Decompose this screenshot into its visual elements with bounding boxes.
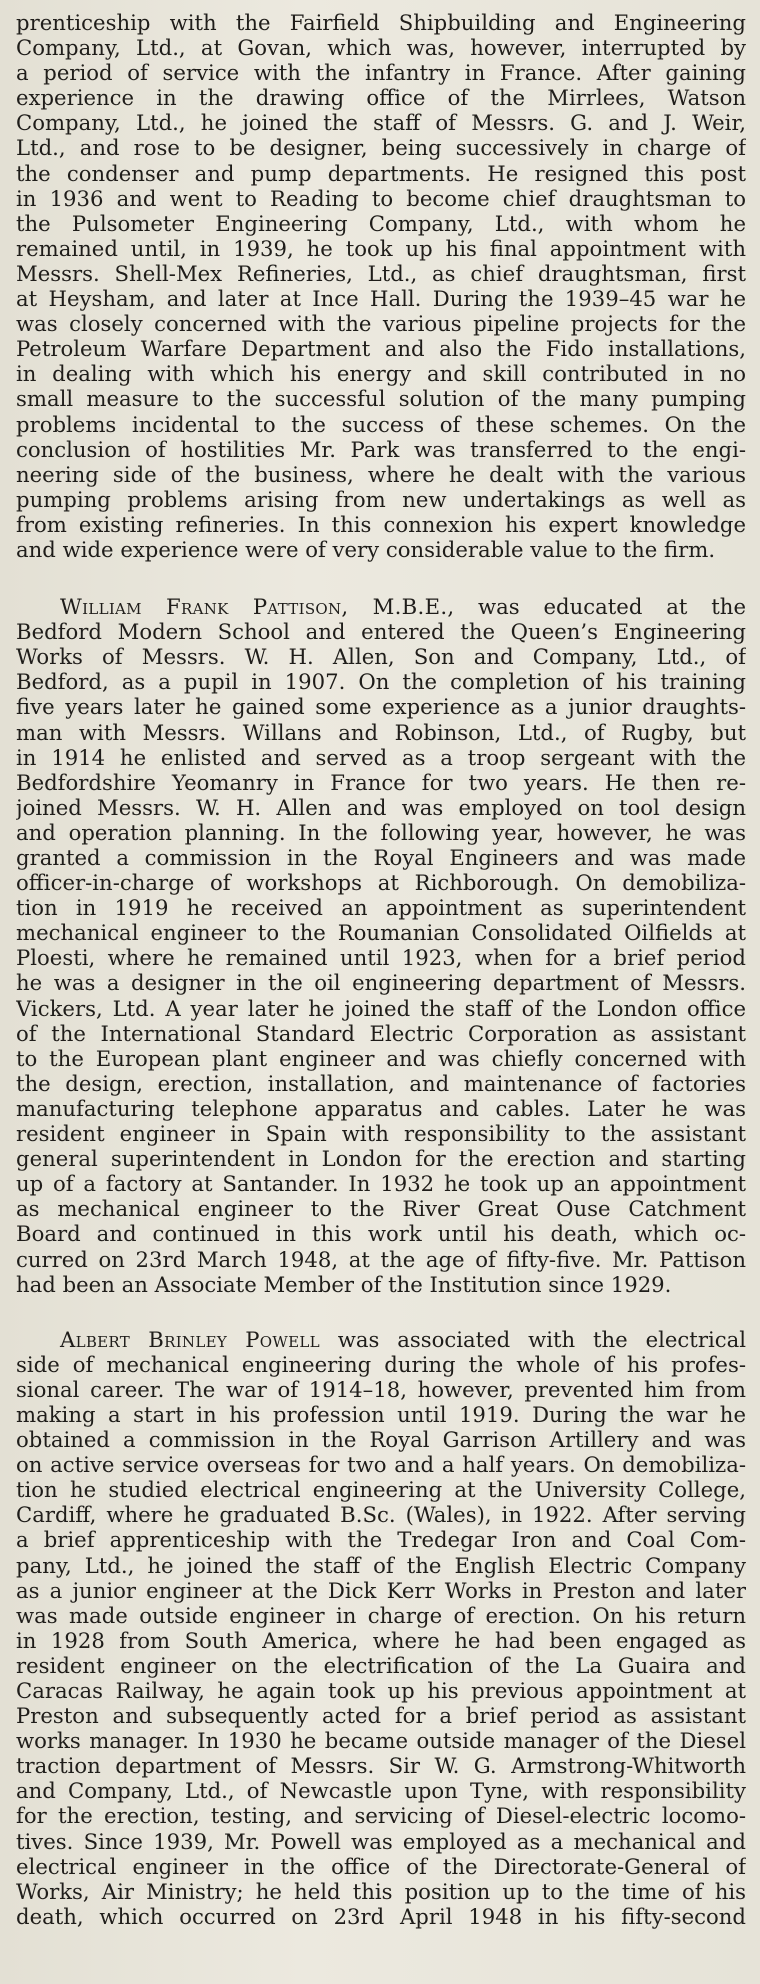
text-line: up of a factory at Santander. In 1932 he took up an appointment: [16, 1171, 746, 1197]
text-line: resident engineer in Spain with responsibility to the assistant: [16, 1121, 746, 1147]
text-line: tion he studied electrical engineering at the University College,: [16, 1477, 746, 1503]
text-line: had been an Associate Member of the Institution since 1929.: [16, 1271, 672, 1297]
text-line: the design, erection, installation, and maintenance of factories: [16, 1070, 746, 1096]
text-line: was closely concerned with the various pipeline projects for the: [16, 311, 746, 337]
text-line: granted a commission in the Royal Engineers and was made: [16, 845, 746, 870]
text-line: Ltd., and rose to be designer, being successively in charge of: [16, 135, 746, 161]
obituary-powell: [16, 1327, 746, 1929]
text-line: in 1928 from South America, where he had been engaged as: [16, 1627, 746, 1653]
text-line: Messrs. Shell-Mex Refineries, Ltd., as chief draughtsman, first: [16, 260, 746, 286]
text-line: he was a designer in the oil engineering department of Messrs.: [16, 970, 746, 996]
text-line: traction department of Messrs. Sir W. G. Armstrong-Whitworth: [16, 1753, 746, 1779]
text-line: joined Messrs. W. H. Allen and was employed on tool design: [16, 794, 746, 820]
text-line: manufacturing telephone apparatus and cables. Later he was: [16, 1095, 746, 1121]
text-line: pumping problems arising from new undertakings as well as: [16, 486, 746, 512]
text-line: Works of Messrs. W. H. Allen, Son and Company, Ltd., of: [16, 644, 746, 670]
text-line: tives. Since 1939, Mr. Powell was employed as a mechanical and: [16, 1828, 746, 1854]
text-line: pany, Ltd., he joined the staff of the English Electric Company: [16, 1552, 746, 1578]
text-line: [16, 594, 746, 619]
text-line: Company, Ltd., at Govan, which was, however, interrupted by: [16, 35, 746, 61]
text-line: and wide experience were of very considerable value to the firm.: [16, 536, 716, 562]
text-line: Company, Ltd., he joined the staff of Messrs. G. and J. Weir,: [16, 110, 746, 136]
text-line: sional career. The war of 1914–18, however, prevented him from: [16, 1376, 746, 1402]
text-line: the Pulsometer Engineering Company, Ltd., with whom he: [16, 210, 746, 236]
text-line: [16, 1327, 746, 1352]
text-line: man with Messrs. Willans and Robinson, Ltd., of Rugby, but: [16, 719, 746, 745]
text-line: five years later he gained some experience as a junior draughts-: [16, 694, 746, 720]
text-line: was made outside engineer in charge of erection. On his return: [16, 1602, 746, 1628]
text-line: side of mechanical engineering during the whole of his profes-: [16, 1351, 746, 1377]
text-line: Works, Air Ministry; he held this position up to the time of his: [16, 1878, 746, 1904]
text-line: for the erection, testing, and servicing of Diesel-electric locomo-: [16, 1803, 746, 1829]
text-line: Vickers, Ltd. A year later he joined the staff of the London office: [16, 995, 746, 1021]
text-line: Cardiff, where he graduated B.Sc. (Wales), in 1922. After serving: [16, 1502, 746, 1528]
text-line: Petroleum Warfare Department and also the Fido installations,: [16, 336, 746, 362]
text-line: Caracas Railway, he again took up his previous appointment at: [16, 1678, 746, 1703]
text-line: problems incidental to the success of these schemes. On the: [16, 411, 746, 437]
text-line: mechanical engineer to the Roumanian Consolidated Oilfields at: [16, 920, 746, 946]
text-line: small measure to the successful solution of the many pumping: [16, 386, 746, 412]
text-line: and Company, Ltd., of Newcastle upon Tyne, with responsibility: [16, 1778, 746, 1804]
text-run: , was educated at the: [447, 594, 746, 620]
text-line: Bedfordshire Yeomanry in France for two years. He then re-: [16, 769, 746, 795]
text-line: death, which occurred on 23rd April 1948 in his fifty-second: [16, 1903, 746, 1929]
text-line: remained until, in 1939, he took up his final appointment with: [16, 235, 746, 261]
text-line: making a start in his profession until 1919. During the war he: [16, 1401, 746, 1427]
text-line: experience in the drawing office of the Mirrlees, Watson: [16, 85, 746, 111]
text-line: at Heysham, and later at Ince Hall. During the 1939–45 war he: [16, 286, 746, 312]
text-line: resident engineer on the electrification of the La Guaira and: [16, 1652, 746, 1678]
text-line: Board and continued in this work until his death, which oc-: [16, 1221, 746, 1247]
text-line: from existing refineries. In this connexion his expert knowledge: [16, 511, 746, 537]
obituary-pattison: [16, 594, 746, 1297]
text-line: conclusion of hostilities Mr. Park was transferred to the engi-: [16, 436, 746, 462]
text-line: Bedford Modern School and entered the Queen’s Engineering: [16, 619, 746, 645]
text-line: obtained a commission in the Royal Garrison Artillery and was: [16, 1427, 746, 1453]
text-line: Preston and subsequently acted for a brief period as assistant: [16, 1703, 746, 1729]
paragraph-gap: [16, 1297, 746, 1327]
text-line: a brief apprenticeship with the Tredegar Iron and Coal Com-: [16, 1527, 746, 1553]
text-line: Ploesti, where he remained until 1923, when for a brief period: [16, 945, 746, 971]
text-line: tion in 1919 he received an appointment as superintendent: [16, 895, 746, 921]
text-line: Bedford, as a pupil in 1907. On the completion of his training: [16, 669, 746, 695]
text-line: prenticeship with the Fairfield Shipbuilding and Engineering: [16, 10, 746, 35]
person-name: Albert Brinley Powell: [60, 1326, 320, 1352]
text-line: general superintendent in London for the erection and starting: [16, 1146, 746, 1172]
text-line: works manager. In 1930 he became outside manager of the Diesel: [16, 1728, 746, 1754]
text-line: in 1914 he enlisted and served as a troop sergeant with the: [16, 744, 746, 770]
text-line: the condenser and pump departments. He resigned this post: [16, 160, 746, 186]
text-line: neering side of the business, where he dealt with the various: [16, 461, 746, 487]
text-line: in dealing with which his energy and skill contributed in no: [16, 361, 746, 387]
text-line: in 1936 and went to Reading to become chief draughtsman to: [16, 185, 746, 211]
obituary-park-continued: [16, 10, 746, 562]
text-line: a period of service with the infantry in France. After gaining: [16, 60, 746, 86]
text-line: of the International Standard Electric Corporation as assistant: [16, 1020, 746, 1046]
text-line: as a junior engineer at the Dick Kerr Works in Preston and later: [16, 1577, 746, 1603]
text-line: curred on 23rd March 1948, at the age of fifty-five. Mr. Pattison: [16, 1246, 746, 1272]
paragraph-gap: [16, 562, 746, 594]
text-line: electrical engineer in the office of the Directorate-General of: [16, 1853, 746, 1879]
person-name: William Frank Pattison, M.B.E.: [60, 594, 448, 620]
text-line: and operation planning. In the following year, however, he was: [16, 819, 746, 845]
text-line: to the European plant engineer and was chiefly concerned with: [16, 1045, 746, 1071]
text-line: officer-in-charge of workshops at Richborough. On demobiliza-: [16, 870, 746, 896]
text-line: on active service overseas for two and a half years. On demobiliza-: [16, 1452, 746, 1478]
text-line: as mechanical engineer to the River Great Ouse Catchment: [16, 1196, 746, 1222]
text-run: was associated with the electrical: [319, 1326, 746, 1352]
